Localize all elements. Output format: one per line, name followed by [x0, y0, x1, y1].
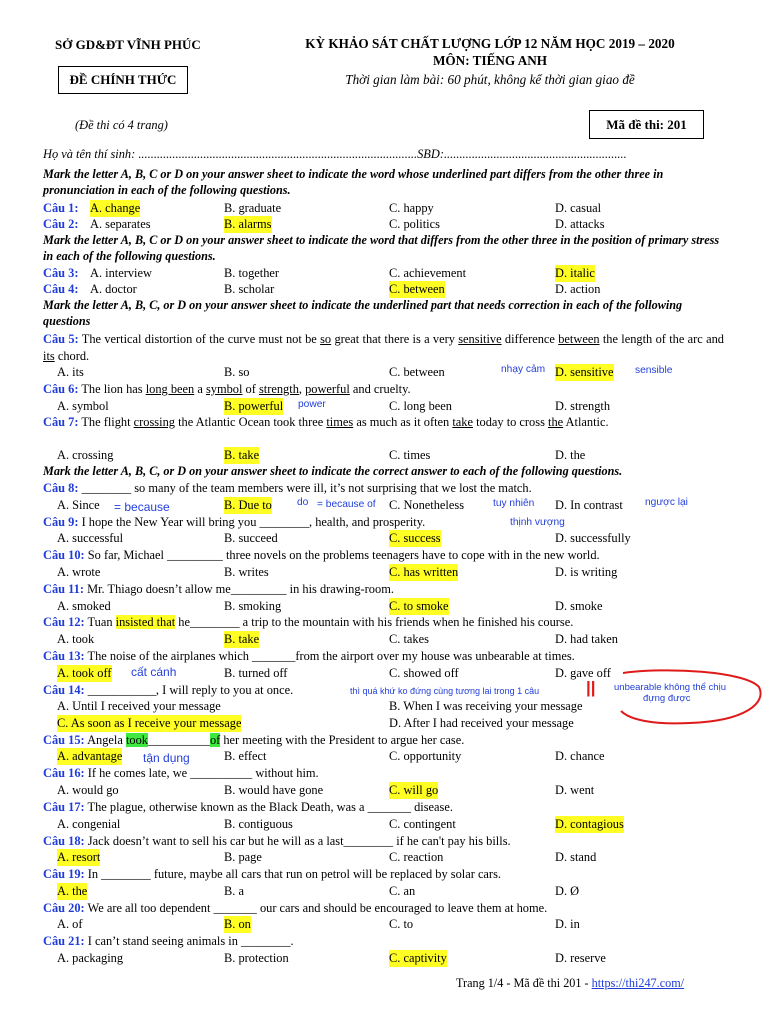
- q20-option-b[interactable]: B. on: [224, 917, 251, 931]
- q9-option-a[interactable]: A. successful: [57, 531, 124, 545]
- q8-label: Câu 8:: [43, 481, 79, 495]
- q13-option-a[interactable]: A. took off: [57, 666, 112, 680]
- question-20-stem: [43, 900, 724, 917]
- official-label: ĐỀ CHÍNH THỨC: [69, 72, 177, 87]
- q15-option-d[interactable]: D. chance: [555, 749, 605, 763]
- q12-text: Tuan: [84, 615, 116, 629]
- note-q8-e: ngược lại: [645, 497, 688, 508]
- q12-option-b[interactable]: B. take: [224, 632, 260, 646]
- q5-option-a[interactable]: A. its: [57, 365, 84, 379]
- q5-text: the length of the arc and: [599, 332, 724, 346]
- q5-text: great that there is a very: [331, 332, 459, 346]
- q21-option-d[interactable]: D. reserve: [555, 951, 606, 965]
- note-q14-rule: thì quá khứ ko đứng cùng tương lai trong 1 câu: [350, 686, 540, 696]
- q10-option-d[interactable]: D. is writing: [555, 565, 618, 579]
- q2-option-a[interactable]: A. separates: [90, 217, 151, 231]
- q7-underline: the: [548, 415, 564, 429]
- note-q14-unbearable: unbearable không thể chịu: [614, 682, 726, 693]
- q15-blank: __________: [147, 733, 210, 747]
- q4-label: Câu 4:: [43, 282, 79, 296]
- question-17-options: [43, 816, 728, 832]
- question-19-options: [43, 883, 728, 899]
- footer-link[interactable]: https://thi247.com/: [591, 976, 685, 990]
- question-7-stem: [43, 414, 724, 431]
- q6-underline: powerful: [305, 382, 350, 396]
- question-6-stem: [43, 381, 724, 398]
- q6-text: a: [194, 382, 206, 396]
- q2-label: Câu 2:: [43, 217, 79, 231]
- page-footer: [456, 975, 684, 992]
- q2-option-c[interactable]: C. politics: [389, 217, 440, 231]
- q21-option-a[interactable]: A. packaging: [57, 951, 124, 965]
- question-11-stem: [43, 581, 724, 598]
- question-20-options: [43, 916, 728, 932]
- question-18-stem: [43, 833, 724, 850]
- q6-underline: long been: [145, 382, 195, 396]
- q4-option-d[interactable]: D. action: [555, 282, 601, 296]
- q19-text: In ________ future, maybe all cars that run on petrol will be replaced by solar cars.: [84, 867, 501, 881]
- q18-option-c[interactable]: C. reaction: [389, 850, 444, 864]
- note-q8-d: tuy nhiên: [493, 498, 535, 509]
- q17-text: The plague, otherwise known as the Black Death, was a _______ disease.: [84, 800, 453, 814]
- q5-underline-between: between: [558, 332, 600, 346]
- question-9-stem: [43, 514, 724, 531]
- q15-text: her meeting with the President to argue her case.: [220, 733, 465, 747]
- question-19-stem: [43, 866, 724, 883]
- question-2: [43, 216, 728, 232]
- q19-option-a[interactable]: A. the: [57, 884, 88, 898]
- q5-option-b[interactable]: B. so: [224, 365, 250, 379]
- q6-label: Câu 6:: [43, 382, 79, 396]
- question-9-options: [43, 530, 728, 546]
- q19-option-b[interactable]: B. a: [224, 884, 244, 898]
- q11-option-d[interactable]: D. smoke: [555, 599, 603, 613]
- q10-option-c[interactable]: C. has written: [389, 565, 459, 579]
- q2-option-b[interactable]: B. alarms: [224, 217, 272, 231]
- q8-option-b[interactable]: B. Due to: [224, 498, 272, 512]
- q14-text: ___________, I will reply to you at once.: [84, 683, 294, 697]
- q6-underline: symbol: [205, 382, 243, 396]
- question-12-options: [43, 631, 728, 647]
- q10-option-a[interactable]: A. wrote: [57, 565, 101, 579]
- q18-option-d[interactable]: D. stand: [555, 850, 597, 864]
- q5-text: The vertical distortion of the curve must not be: [78, 332, 321, 346]
- q13-text: The noise of the airplanes which _______from the airport over my house was unbearable at times.: [84, 649, 575, 663]
- q11-option-a[interactable]: A. smoked: [57, 599, 111, 613]
- q6-option-b[interactable]: B. powerful: [224, 399, 284, 413]
- q8-option-a[interactable]: A. Since: [57, 498, 100, 512]
- q1-option-a[interactable]: A. change: [90, 201, 141, 215]
- q15-text: Angela: [84, 733, 126, 747]
- q7-text: today to cross: [472, 415, 548, 429]
- q3-option-c[interactable]: C. achievement: [389, 266, 467, 280]
- q16-option-d[interactable]: D. went: [555, 783, 595, 797]
- q19-label: Câu 19:: [43, 867, 85, 881]
- q5-option-c[interactable]: C. between: [389, 365, 445, 379]
- instruction-correct: Mark the letter A, B, C, or D on your answer sheet to indicate the correct answer to each of the following questions.: [43, 464, 623, 478]
- note-q9: thịnh vượng: [510, 517, 565, 528]
- q6-underline: strength: [258, 382, 299, 396]
- q7-text: the Atlantic Ocean took three: [174, 415, 327, 429]
- q13-option-b[interactable]: B. turned off: [224, 666, 288, 680]
- q5-text: difference: [501, 332, 559, 346]
- q8-option-d[interactable]: D. In contrast: [555, 498, 623, 512]
- q5-option-d[interactable]: D. sensitive: [555, 365, 614, 379]
- q15-option-a[interactable]: A. advantage: [57, 749, 123, 763]
- q11-label: Câu 11:: [43, 582, 84, 596]
- q5-text: chord.: [54, 348, 90, 363]
- q4-option-a[interactable]: A. doctor: [90, 282, 137, 296]
- question-16-options: [43, 782, 728, 798]
- q1-label: Câu 1:: [43, 201, 79, 215]
- q18-label: Câu 18:: [43, 834, 85, 848]
- q20-option-c[interactable]: C. to: [389, 917, 414, 931]
- q14-option-a[interactable]: A. Until I received your message: [57, 699, 221, 713]
- note-q6: power: [298, 399, 326, 410]
- q1-option-b[interactable]: B. graduate: [224, 201, 282, 215]
- q12-option-c[interactable]: C. takes: [389, 632, 429, 646]
- q7-text: as much as it often: [353, 415, 453, 429]
- q7-option-b[interactable]: B. take: [224, 448, 260, 462]
- q10-label: Câu 10:: [43, 548, 85, 562]
- q18-text: Jack doesn’t want to sell his car but he will as a last________ if he can't pay his bills.: [84, 834, 511, 848]
- q5-underline-so: so: [320, 332, 332, 346]
- q12-option-d[interactable]: D. had taken: [555, 632, 618, 646]
- question-10-stem: [43, 547, 724, 564]
- q17-option-a[interactable]: A. congenial: [57, 817, 121, 831]
- q14-option-d[interactable]: D. After I had received your message: [389, 716, 574, 730]
- q7-underline: times: [326, 415, 354, 429]
- q1-option-c[interactable]: C. happy: [389, 201, 434, 215]
- note-q14-unbearable-2: đựng được: [643, 693, 691, 704]
- question-13-stem: [43, 648, 724, 665]
- q20-label: Câu 20:: [43, 901, 85, 915]
- q17-option-d[interactable]: D. contagious: [555, 817, 624, 831]
- q14-option-b[interactable]: B. When I was receiving your message: [389, 699, 583, 713]
- q16-option-b[interactable]: B. would have gone: [224, 783, 324, 797]
- note-q13: cất cánh: [131, 665, 177, 679]
- q15-highlight-took: took: [125, 733, 148, 747]
- q5-label: Câu 5:: [43, 332, 79, 346]
- q12-text: he________ a trip to the mountain with his friends when he finished his course.: [175, 615, 574, 629]
- q15-option-b[interactable]: B. effect: [224, 749, 267, 763]
- q8-option-c[interactable]: C. Nonetheless: [389, 498, 465, 512]
- q3-option-a[interactable]: A. interview: [90, 266, 152, 280]
- question-16-stem: [43, 765, 724, 782]
- note-q8-b: do: [297, 497, 309, 508]
- note-q5-en: sensible: [635, 365, 673, 376]
- q3-label: Câu 3:: [43, 266, 79, 280]
- q6-text: and cruelty.: [349, 382, 411, 396]
- q3-option-d[interactable]: D. italic: [555, 266, 595, 280]
- q21-option-c[interactable]: C. captivity: [389, 951, 447, 965]
- q6-option-a[interactable]: A. symbol: [57, 399, 109, 413]
- footer-text: Trang 1/4 - Mã đề thi 201 -: [456, 976, 592, 990]
- question-11-options: [43, 598, 728, 614]
- q11-option-b[interactable]: B. smoking: [224, 599, 282, 613]
- question-8-stem: [43, 480, 724, 497]
- question-14-options-2: [43, 715, 728, 731]
- q3-option-b[interactable]: B. together: [224, 266, 280, 280]
- q8-text: ________ so many of the team members were ill, it’s not surprising that we lost the match.: [78, 481, 532, 495]
- q6-option-c[interactable]: C. long been: [389, 399, 452, 413]
- question-6-options: [43, 398, 728, 414]
- note-q15: tận dụng: [143, 751, 190, 765]
- instruction-pronunciation: Mark the letter A, B, C or D on your answer sheet to indicate the word whose underlined part differs from the other three in pronunciation in each of the following questions.: [43, 167, 664, 197]
- question-4: [43, 281, 728, 297]
- q12-label: Câu 12:: [43, 615, 85, 629]
- q11-option-c[interactable]: C. to smoke: [389, 599, 449, 613]
- q6-text: ,: [298, 382, 306, 396]
- question-1: [43, 200, 728, 216]
- q7-text: Atlantic.: [563, 415, 609, 429]
- question-12-stem: [43, 614, 724, 631]
- note-q8-a: = because: [114, 500, 170, 514]
- note-q5-vn: nhạy cảm: [501, 364, 546, 375]
- note-q14-mark: ||: [586, 678, 596, 697]
- q15-highlight-of: of: [209, 733, 221, 747]
- question-10-options: [43, 564, 728, 580]
- q16-option-c[interactable]: C. will go: [389, 783, 439, 797]
- q7-option-a[interactable]: A. crossing: [57, 448, 114, 462]
- q6-text: of: [242, 382, 259, 396]
- q20-text: We are all too dependent _______ our cars and should be encouraged to leave them at home.: [84, 901, 548, 915]
- q2-option-d[interactable]: D. attacks: [555, 217, 605, 231]
- q5-underline-its: its: [43, 348, 55, 363]
- q1-option-d[interactable]: D. casual: [555, 201, 602, 215]
- q12-option-a[interactable]: A. took: [57, 632, 95, 646]
- q14-option-c[interactable]: C. As soon as I receive your message: [57, 716, 242, 730]
- q17-label: Câu 17:: [43, 800, 85, 814]
- q20-option-a[interactable]: A. of: [57, 917, 83, 931]
- q11-text: Mr. Thiago doesn’t allow me_________ in his drawing-room.: [83, 582, 394, 596]
- question-18-options: [43, 849, 728, 865]
- q21-option-b[interactable]: B. protection: [224, 951, 289, 965]
- q14-label: Câu 14:: [43, 683, 85, 697]
- exam-code: Mã đề thi: 201: [606, 117, 687, 132]
- question-7-options: [43, 447, 728, 463]
- q9-option-c[interactable]: C. success: [389, 531, 441, 545]
- q16-option-a[interactable]: A. would go: [57, 783, 119, 797]
- q5-underline-sensitive: sensitive: [458, 332, 502, 346]
- q9-option-d[interactable]: D. successfully: [555, 531, 631, 545]
- question-14-options-1: [43, 698, 728, 714]
- question-21-stem: [43, 933, 724, 950]
- q13-option-c[interactable]: C. showed off: [389, 666, 459, 680]
- q7-label: Câu 7:: [43, 415, 79, 429]
- q10-text: So far, Michael _________ three novels on the problems teenagers have to cope with in the new world.: [84, 548, 600, 562]
- q9-label: Câu 9:: [43, 515, 79, 529]
- q4-option-b[interactable]: B. scholar: [224, 282, 275, 296]
- question-5-stem: [43, 331, 724, 364]
- q7-text: The flight: [78, 415, 134, 429]
- q15-option-c[interactable]: C. opportunity: [389, 749, 462, 763]
- q13-label: Câu 13:: [43, 649, 85, 663]
- q13-option-d[interactable]: D. gave off: [555, 666, 611, 680]
- q18-option-a[interactable]: A. resort: [57, 850, 101, 864]
- instruction-stress: Mark the letter A, B, C or D on your answer sheet to indicate the word that differs from the other three in the position of primary stress in each of the following questions.: [43, 233, 720, 263]
- q18-option-b[interactable]: B. page: [224, 850, 262, 864]
- q4-option-c[interactable]: C. between: [389, 282, 445, 296]
- q7-underline: take: [452, 415, 473, 429]
- question-15-stem: [43, 732, 724, 749]
- q21-label: Câu 21:: [43, 934, 85, 948]
- q7-underline: crossing: [133, 415, 175, 429]
- q6-option-d[interactable]: D. strength: [555, 399, 611, 413]
- exam-title: KỲ KHẢO SÁT CHẤT LƯỢNG LỚP 12 NĂM HỌC 2019 – 2020: [305, 36, 675, 51]
- q19-option-c[interactable]: C. an: [389, 884, 416, 898]
- q12-highlight: insisted that: [115, 615, 176, 629]
- subject-title: MÔN: TIẾNG ANH: [432, 53, 548, 68]
- q19-option-d[interactable]: D. Ø: [555, 884, 580, 898]
- question-17-stem: [43, 799, 724, 816]
- note-q8-c: = because of: [317, 499, 376, 510]
- q21-text: I can’t stand seeing animals in ________.: [84, 934, 294, 948]
- candidate-name-line: Họ và tên thí sinh: ..........................................................................................SBD:...........................................................: [43, 147, 627, 161]
- question-21-options: [43, 950, 728, 966]
- department-name: SỞ GD&ĐT VĨNH PHÚC: [55, 37, 201, 52]
- q15-label: Câu 15:: [43, 733, 85, 747]
- q9-option-b[interactable]: B. succeed: [224, 531, 278, 545]
- q17-option-c[interactable]: C. contingent: [389, 817, 456, 831]
- q16-text: If he comes late, we __________ without him.: [84, 766, 319, 780]
- q7-option-d[interactable]: D. the: [555, 448, 586, 462]
- q6-text: The lion has: [78, 382, 146, 396]
- q7-option-c[interactable]: C. times: [389, 448, 431, 462]
- pages-note: (Đề thi có 4 trang): [75, 118, 168, 132]
- question-3: [43, 265, 728, 281]
- q17-option-b[interactable]: B. contiguous: [224, 817, 293, 831]
- q16-label: Câu 16:: [43, 766, 85, 780]
- q10-option-b[interactable]: B. writes: [224, 565, 269, 579]
- question-5-options: [43, 364, 728, 380]
- time-note: Thời gian làm bài: 60 phút, không kể thời gian giao đề: [345, 72, 635, 87]
- instruction-error: Mark the letter A, B, C, or D on your answer sheet to indicate the underlined part that needs correction in each of the following questions: [43, 298, 683, 328]
- q9-text: I hope the New Year will bring you ________, health, and prosperity.: [78, 515, 426, 529]
- q20-option-d[interactable]: D. in: [555, 917, 580, 931]
